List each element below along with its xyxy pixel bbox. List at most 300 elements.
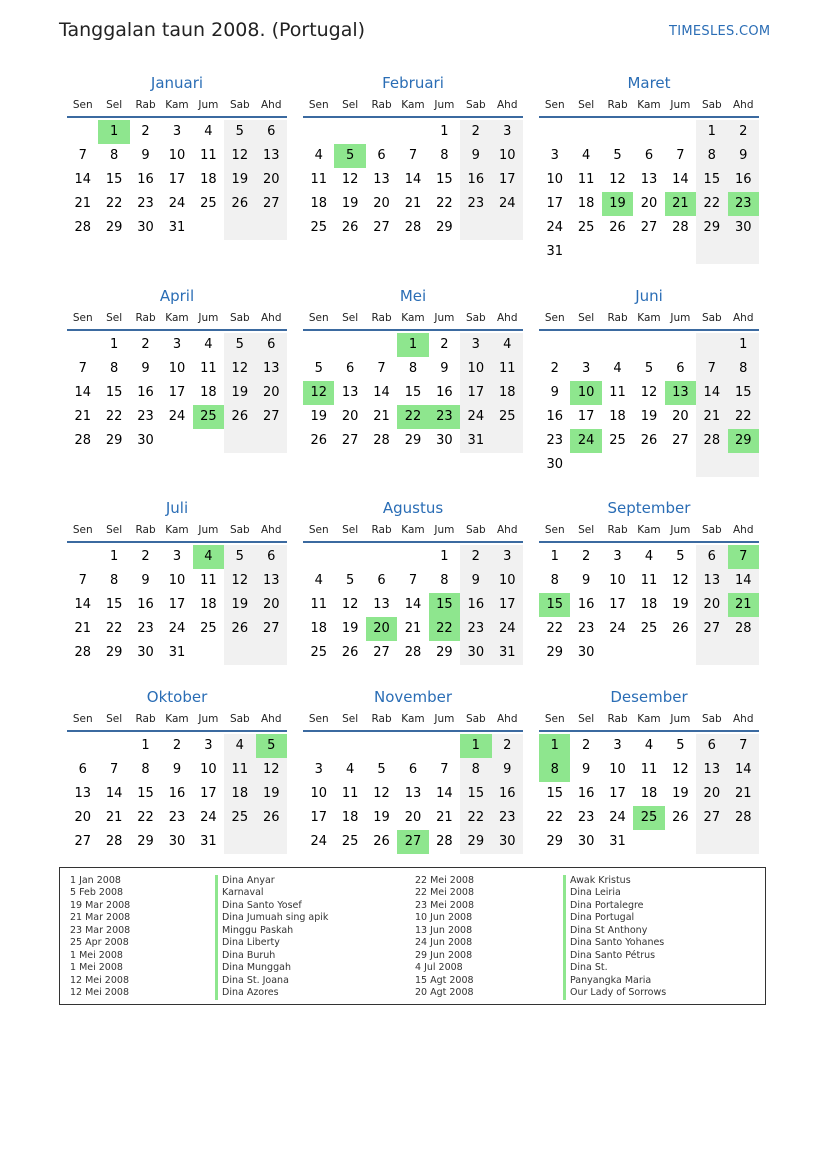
empty-day-cell [397,545,428,569]
day-cell: 11 [640,762,658,777]
empty-day-cell [334,333,365,357]
day-cell: 7 [377,361,386,376]
holiday-name: Karnaval [215,887,328,899]
day-cell: 12 [341,172,359,187]
day-cell: 15 [460,782,491,806]
day-cell: 13 [256,144,287,168]
day-cell: 9 [492,758,523,782]
day-cell: 14 [672,172,689,187]
holiday-date: 29 Jun 2008 [415,949,473,961]
day-cell: 15 [696,168,727,192]
day-cell: 20 [373,196,390,211]
month-name: Oktober [146,688,208,706]
weekday-label: Ahd [732,312,754,324]
day-cell: 2 [460,545,491,569]
holiday-day-cell: 20 [366,617,397,641]
holiday-day-cell: 23 [728,192,759,216]
day-cell: 26 [310,433,327,448]
holiday-name: Dina St Anthony [563,925,666,937]
day-cell: 29 [105,433,123,448]
day-cell: 28 [74,645,91,660]
day-cell: 20 [696,593,727,617]
weekday-label: Sel [106,713,123,725]
day-cell: 2 [172,738,182,753]
day-cell: 7 [408,573,418,588]
day-cell: 19 [341,621,359,636]
holiday-date: 22 Mei 2008 [415,875,474,886]
day-cell: 16 [728,168,759,192]
day-cell: 8 [460,758,491,782]
day-grid [539,120,759,264]
day-grid [539,545,759,665]
day-cell: 22 [696,192,727,216]
brand-link[interactable]: TIMESLES.COM [669,24,771,39]
day-cell: 9 [550,385,559,400]
weekday-label: Kam [401,524,425,536]
weekday-label: Rab [135,713,156,725]
holiday-day-cell: 7 [728,545,759,569]
day-cell: 26 [256,806,287,830]
weekday-label: Sab [701,312,722,324]
day-cell: 19 [310,409,327,424]
day-cell: 18 [200,385,217,400]
day-cell: 30 [728,216,759,240]
weekday-label: Jum [434,312,455,324]
month-mei [303,285,523,453]
day-cell: 2 [440,337,449,352]
day-cell: 1 [109,337,119,352]
holiday-list [59,867,766,1005]
day-grid [303,545,523,665]
day-cell: 9 [460,569,491,593]
day-cell: 31 [200,834,217,849]
weekday-label: Rab [135,524,156,536]
month-name: Februari [382,74,444,92]
weekday-label: Sab [701,524,722,536]
day-cell: 19 [672,597,689,612]
weekday-header [67,307,287,331]
day-cell: 7 [78,573,87,588]
weekday-header [539,519,759,543]
day-cell: 20 [672,409,689,424]
weekday-label: Rab [607,312,628,324]
day-cell: 27 [640,220,658,235]
weekday-header [539,94,759,118]
day-cell: 21 [404,621,422,636]
empty-day-cell [397,734,428,758]
day-cell: 8 [440,148,449,163]
day-cell: 14 [404,172,422,187]
day-cell: 17 [168,597,186,612]
day-cell: 9 [581,762,591,777]
day-cell: 4 [314,573,323,588]
day-cell: 18 [492,381,523,405]
weekday-label: Ahd [260,99,282,111]
empty-day-cell [728,453,759,477]
holiday-day-cell: 27 [397,830,428,854]
empty-day-cell [602,333,633,357]
day-cell: 2 [492,734,523,758]
day-cell: 7 [78,361,87,376]
day-cell: 14 [373,385,390,400]
holiday-name: Dina St. [563,962,666,974]
day-cell: 12 [672,573,689,588]
holiday-date: 23 Mar 2008 [70,924,131,936]
day-cell: 6 [377,148,386,163]
day-cell: 28 [404,645,422,660]
holiday-date: 19 Mar 2008 [70,899,131,911]
day-cell: 18 [310,196,327,211]
weekday-label: Kam [401,99,425,111]
empty-day-cell [193,641,224,665]
day-cell: 7 [109,762,119,777]
empty-day-cell [193,429,224,453]
day-cell: 2 [728,120,759,144]
month-name: Juni [635,287,663,305]
day-cell: 13 [696,758,727,782]
day-cell: 6 [78,762,87,777]
empty-day-cell [366,734,397,758]
empty-day-cell [570,453,601,477]
month-juni [539,285,759,477]
empty-day-cell [602,120,633,144]
day-cell: 17 [492,593,523,617]
empty-day-cell [728,830,759,854]
day-cell: 3 [172,124,182,139]
day-cell: 3 [613,549,622,564]
day-cell: 3 [492,545,523,569]
day-cell: 20 [341,409,359,424]
day-cell: 27 [672,433,689,448]
day-cell: 8 [141,762,150,777]
weekday-label: Sen [544,99,565,111]
day-cell: 19 [672,786,689,801]
day-grid [303,734,523,854]
weekday-label: Rab [371,312,392,324]
holiday-name: Dina Santo Yosef [215,900,328,912]
day-cell: 3 [492,120,523,144]
day-grid [539,734,759,854]
day-cell: 13 [74,786,91,801]
day-cell: 29 [696,216,727,240]
month-name: Mei [399,287,427,305]
holiday-day-cell: 8 [539,758,570,782]
day-cell: 9 [581,573,591,588]
day-cell: 17 [460,381,491,405]
day-cell: 3 [172,337,182,352]
day-cell: 22 [436,196,453,211]
day-cell: 18 [609,409,626,424]
empty-day-cell [633,830,664,854]
day-cell: 3 [581,361,591,376]
day-cell: 23 [460,192,491,216]
empty-day-cell [193,216,224,240]
holiday-date: 1 Jan 2008 [70,875,121,886]
day-cell: 1 [550,549,559,564]
empty-day-cell [256,641,287,665]
day-cell: 11 [200,361,217,376]
day-cell: 26 [640,433,658,448]
day-cell: 9 [728,144,759,168]
day-cell: 5 [613,148,622,163]
day-cell: 28 [696,429,727,453]
holiday-names-col-1 [215,875,328,1000]
holiday-date: 4 Jul 2008 [415,962,463,974]
day-cell: 24 [492,192,523,216]
day-cell: 4 [345,762,355,777]
empty-day-cell [224,429,255,453]
empty-day-cell [633,240,664,264]
day-cell: 12 [640,385,658,400]
weekday-label: Kam [165,524,189,536]
day-cell: 13 [640,172,658,187]
day-cell: 10 [200,762,217,777]
weekday-label: Ahd [496,524,518,536]
empty-day-cell [570,333,601,357]
day-cell: 5 [377,762,386,777]
empty-day-cell [696,641,727,665]
day-cell: 20 [74,810,91,825]
holiday-dates-col-1 [70,875,130,1000]
month-name: April [159,287,195,305]
day-cell: 2 [141,337,150,352]
weekday-label: Sen [72,99,93,111]
empty-day-cell [366,120,397,144]
day-cell: 16 [137,172,154,187]
day-cell: 15 [105,597,123,612]
day-cell: 24 [460,405,491,429]
empty-day-cell [224,216,255,240]
day-cell: 15 [404,385,422,400]
empty-day-cell [334,734,365,758]
day-cell: 29 [105,220,123,235]
day-cell: 5 [644,361,654,376]
day-cell: 29 [436,220,453,235]
day-cell: 28 [436,834,453,849]
empty-day-cell [460,216,491,240]
holiday-day-cell: 1 [460,734,491,758]
day-cell: 17 [546,196,563,211]
holiday-day-cell: 1 [539,734,570,758]
weekday-label: Sab [229,99,250,111]
empty-day-cell [633,641,664,665]
weekday-label: Ahd [260,524,282,536]
empty-day-cell [633,120,664,144]
empty-day-cell [256,429,287,453]
day-cell: 27 [74,834,91,849]
day-cell: 9 [141,148,150,163]
day-cell: 16 [577,786,595,801]
weekday-label: Kam [637,99,661,111]
holiday-date: 5 Feb 2008 [70,887,124,899]
day-cell: 2 [550,361,559,376]
day-cell: 2 [141,124,150,139]
empty-day-cell [665,641,696,665]
day-cell: 11 [310,172,327,187]
holiday-name: Panyangka Maria [563,975,666,987]
holiday-name: Dina Anyar [215,875,328,887]
day-cell: 19 [224,168,255,192]
weekday-label: Jum [434,713,455,725]
holiday-name: Dina Portugal [563,912,666,924]
weekday-label: Sen [72,713,93,725]
holiday-name: Awak Kristus [563,875,666,887]
day-cell: 8 [550,573,559,588]
weekday-label: Jum [670,312,691,324]
weekday-label: Rab [371,99,392,111]
day-cell: 29 [404,433,422,448]
weekday-label: Ahd [260,312,282,324]
day-cell: 21 [436,810,453,825]
weekday-label: Rab [135,312,156,324]
day-cell: 2 [460,120,491,144]
weekday-label: Sen [544,524,565,536]
day-cell: 21 [74,196,91,211]
weekday-label: Sab [465,99,486,111]
empty-day-cell [492,216,523,240]
holiday-date: 22 Mei 2008 [415,887,474,899]
day-cell: 19 [256,782,287,806]
weekday-label: Kam [401,312,425,324]
day-cell: 21 [373,409,390,424]
day-cell: 29 [460,830,491,854]
day-cell: 22 [137,810,154,825]
day-cell: 1 [440,549,449,564]
weekday-label: Sen [308,99,329,111]
day-cell: 23 [577,810,595,825]
day-cell: 29 [137,834,154,849]
day-cell: 17 [310,810,327,825]
day-grid [67,545,287,665]
weekday-header [303,94,523,118]
empty-day-cell [303,333,334,357]
day-cell: 29 [105,645,123,660]
day-cell: 7 [78,148,87,163]
day-cell: 6 [256,333,287,357]
holiday-date: 13 Jun 2008 [415,924,473,936]
day-grid [303,333,523,453]
day-cell: 5 [314,361,323,376]
day-cell: 13 [341,385,359,400]
day-cell: 6 [377,573,386,588]
day-grid [67,333,287,453]
holiday-date: 15 Agt 2008 [415,974,474,986]
day-cell: 27 [256,192,287,216]
empty-day-cell [665,120,696,144]
day-cell: 13 [373,597,390,612]
day-cell: 8 [109,361,119,376]
day-cell: 10 [492,569,523,593]
day-cell: 28 [728,806,759,830]
day-cell: 12 [224,569,255,593]
month-name: November [373,688,453,706]
day-cell: 16 [577,597,595,612]
day-cell: 12 [341,597,359,612]
day-cell: 25 [224,806,255,830]
empty-day-cell [303,734,334,758]
day-cell: 20 [256,593,287,617]
day-cell: 8 [408,361,418,376]
day-cell: 2 [581,738,591,753]
day-cell: 24 [609,621,626,636]
day-cell: 18 [577,196,595,211]
day-cell: 9 [141,573,150,588]
day-cell: 18 [200,597,217,612]
day-cell: 14 [74,385,91,400]
day-cell: 6 [256,545,287,569]
day-cell: 2 [141,549,150,564]
day-cell: 23 [137,409,154,424]
day-cell: 22 [105,621,123,636]
weekday-label: Rab [371,713,392,725]
day-cell: 26 [672,621,689,636]
holiday-date: 1 Mei 2008 [70,962,123,974]
day-cell: 10 [609,573,626,588]
weekday-label: Rab [607,713,628,725]
weekday-header [303,519,523,543]
day-cell: 11 [341,786,359,801]
weekday-header [67,708,287,732]
day-cell: 17 [609,597,626,612]
day-cell: 19 [224,381,255,405]
day-cell: 27 [341,433,359,448]
empty-day-cell [570,120,601,144]
day-cell: 28 [373,433,390,448]
day-cell: 6 [696,545,727,569]
weekday-label: Ahd [496,99,518,111]
day-cell: 30 [436,433,453,448]
day-cell: 30 [577,834,595,849]
weekday-label: Kam [165,99,189,111]
empty-day-cell [303,120,334,144]
day-cell: 5 [224,120,255,144]
weekday-label: Jum [198,99,219,111]
day-cell: 17 [577,409,595,424]
weekday-label: Kam [401,713,425,725]
day-cell: 24 [168,196,186,211]
weekday-header [303,307,523,331]
day-cell: 26 [341,645,359,660]
empty-day-cell [67,120,98,144]
day-cell: 30 [460,641,491,665]
day-cell: 26 [224,617,255,641]
day-cell: 18 [341,810,359,825]
day-cell: 25 [609,433,626,448]
empty-day-cell [492,429,523,453]
holiday-dates-col-2 [415,875,474,1000]
day-cell: 20 [256,381,287,405]
day-cell: 10 [460,357,491,381]
weekday-label: Sab [701,713,722,725]
weekday-label: Sel [106,99,123,111]
day-cell: 30 [137,220,154,235]
day-cell: 26 [341,220,359,235]
day-grid [303,120,523,240]
day-cell: 13 [696,569,727,593]
holiday-day-cell: 25 [633,806,664,830]
day-cell: 25 [310,220,327,235]
holiday-name: Dina Buruh [215,950,328,962]
weekday-label: Jum [198,713,219,725]
empty-day-cell [728,240,759,264]
day-cell: 12 [609,172,626,187]
holiday-date: 21 Mar 2008 [70,912,131,924]
day-cell: 28 [672,220,689,235]
day-cell: 5 [224,545,255,569]
day-cell: 1 [728,333,759,357]
day-cell: 20 [404,810,422,825]
day-cell: 27 [696,617,727,641]
